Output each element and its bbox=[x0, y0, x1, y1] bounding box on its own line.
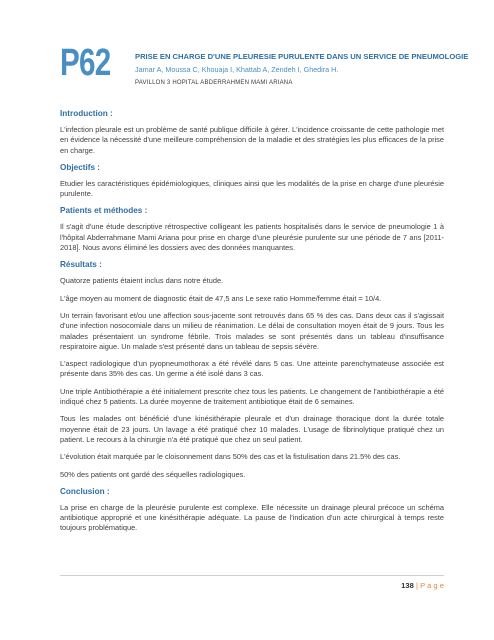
introduction-text: L'infection pleurale est un problème de santé publique difficile à gérer. L'incidence croissante de cette pathologie met en évidence la nécessité d'une meilleure compréhension de la maladie et des stratégies les plus efficaces de la prise en charge. bbox=[60, 125, 444, 155]
abstract-header bbox=[60, 42, 469, 102]
objectives-text: Etudier les caractéristiques épidémiologiques, cliniques ainsi que les modalités de la prise en charge d'une pleurésie purulente. bbox=[60, 178, 444, 199]
conclusion-text: La prise en charge de la pleurésie purulente est complexe. Elle nécessite un drainage pleural précoce un schéma antibiotique approprié et une kinésithérapie adéquate. La pause de l'indication d'un acte chirurgical à temps reste toujours problématique. bbox=[60, 502, 444, 533]
page-number-value: 138 bbox=[401, 581, 414, 590]
results-paragraph: L'évolution était marquée par le cloisonnement dans 50% des cas et la fistulisation dans 21.5% des cas. bbox=[60, 452, 401, 462]
objectives-heading: Objectifs : bbox=[60, 162, 101, 172]
results-paragraph: L'aspect radiologique d'un pyopneumothorax a été révélé dans 5 cas. Une atteinte parenchymateuse associée est présente dans 35% des cas. Un germe a été isolé dans 3 cas. bbox=[60, 359, 444, 379]
methods-text: Il s'agit d'une étude descriptive rétrospective colligeant les patients hospitalisés dans le service de pneumologie 1 à l'hôpital Abderrahmane Mami Ariana pour prise en charge d'une pleurésie purulente sur une période de 7 ans [2011-2018]. Nous avons éliminé les dossiers avec des données manquantes. bbox=[60, 222, 444, 253]
results-paragraph: 50% des patients ont gardé des séquelles radiologiques. bbox=[60, 469, 246, 479]
abstract-title: PRISE EN CHARGE D'UNE PLEURESIE PURULENTE DANS UN SERVICE DE PNEUMOLOGIE bbox=[135, 52, 469, 61]
introduction-heading: Introduction : bbox=[60, 109, 113, 118]
results-paragraph: Un terrain favorisant et/ou une affection sous-jacente sont retrouvés dans 65 % des cas. Dans deux cas il s'agissait d'une infection nosocomiale dans un milieu de réanimation. Le délai de consultation moyen était de 9 jours. Tous les malades présentaient un syndrome fébrile. Trois malades se sont présentés dans un tableau d'insuffisance respiratoire aigue. Un malade s'est présenté dans un tableau de sepsis sévère. bbox=[60, 310, 444, 351]
page-number bbox=[401, 581, 444, 590]
page-separator: | bbox=[415, 581, 418, 590]
conclusion-heading: Conclusion : bbox=[60, 486, 110, 496]
abstract-code: P62 bbox=[60, 42, 111, 84]
abstract-body bbox=[60, 109, 444, 541]
results-paragraph: Tous les malades ont bénéficié d'une kinésithérapie pleurale et d'un drainage thoracique dont la durée totale moyenne était de 23 jours. Un lavage a été pratiqué chez 10 malades. L'usage de fibrinolytique pratiqué chez un patient. Le recours à la chirurgie n'a été pratiqué que chez un seul patient. bbox=[60, 414, 444, 444]
results-paragraph: Une triple Antibiothérapie a été initialement prescrite chez tous les patients. Le changement de l'antibiothérapie a été indiqué chez 5 patients. La durée moyenne de traitement antibiotique était de 6 semaines. bbox=[60, 386, 444, 407]
methods-heading: Patients et méthodes : bbox=[60, 206, 148, 216]
footer-divider bbox=[60, 575, 444, 576]
results-heading: Résultats : bbox=[60, 260, 102, 270]
affiliation: PAVILLON 3 HOPITAL ABDERRAHMEN MAMI ARIANA bbox=[135, 80, 293, 86]
results-paragraph: L'âge moyen au moment de diagnostic était de 47,5 ans Le sexe ratio Homme/femme était = 10/4. bbox=[60, 293, 382, 303]
page-label: P a g e bbox=[420, 581, 444, 590]
authors: Jamar A, Moussa C, Khouaja I, Khattab A, Zendeh I, Ghedira H. bbox=[135, 65, 339, 74]
results-paragraph: Quatorze patients étaient inclus dans notre étude. bbox=[60, 276, 224, 286]
